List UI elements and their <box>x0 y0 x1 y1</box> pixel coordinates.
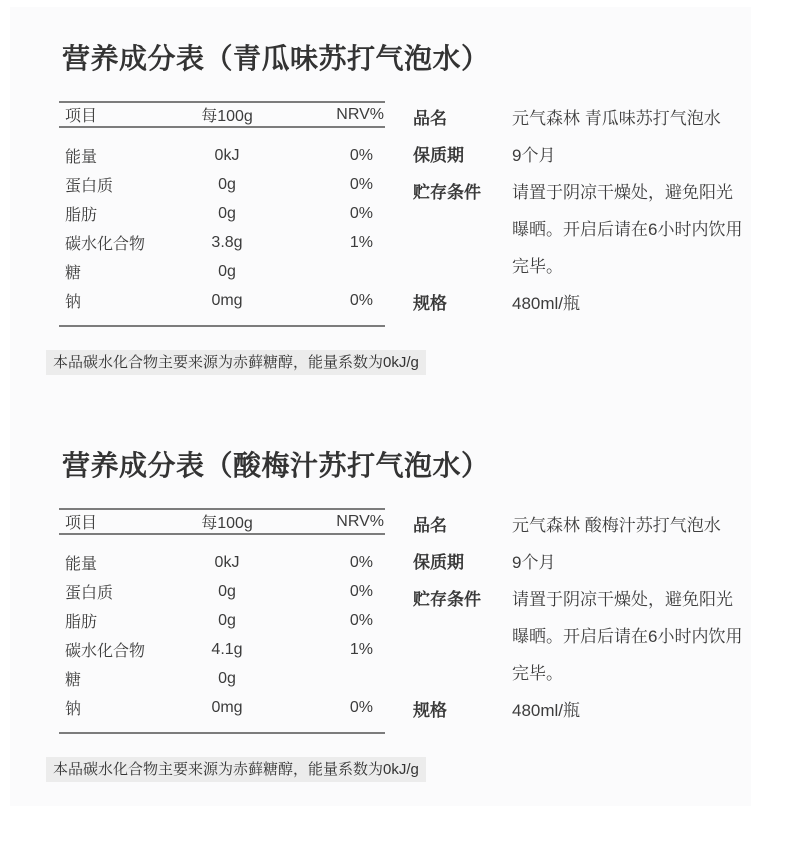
info-value: 请置于阴凉干燥处，避免阳光曝晒。开启后请在6小时内饮用完毕。 <box>512 183 743 276</box>
table-row-carbohydrate <box>59 228 385 257</box>
table-row-sodium <box>59 693 385 722</box>
row-nrv: 0% <box>349 175 373 193</box>
row-nrv: 1% <box>349 233 373 251</box>
row-value: 0g <box>218 611 236 629</box>
carb-source-note: 本品碳水化合物主要来源为赤藓糖醇，能量系数为0kJ/g <box>46 757 426 782</box>
info-row-spec <box>413 692 753 729</box>
info-row-storage <box>413 581 753 692</box>
table-row-energy <box>59 141 385 170</box>
section-plum-soda <box>0 407 790 814</box>
info-row-spec <box>413 285 753 322</box>
row-nrv: 0% <box>349 582 373 600</box>
info-value: 9个月 <box>512 553 556 572</box>
page-title: 营养成分表（酸梅汁苏打气泡水） <box>62 450 490 481</box>
table-row-sugar <box>59 257 385 286</box>
column-header-nrv: NRV% <box>336 512 384 530</box>
row-value: 4.1g <box>211 640 243 658</box>
product-info-panel <box>413 507 753 729</box>
row-label: 能量 <box>65 149 98 166</box>
info-value: 元气森林 酸梅汁苏打气泡水 <box>512 516 721 535</box>
row-label: 钠 <box>65 701 82 718</box>
row-nrv: 0% <box>349 204 373 222</box>
table-row-protein <box>59 170 385 199</box>
table-row-sugar <box>59 664 385 693</box>
row-label: 脂肪 <box>65 207 98 224</box>
row-nrv: 0% <box>349 146 373 164</box>
section-cucumber-soda <box>0 0 790 407</box>
info-row-name <box>413 507 753 544</box>
row-value: 0g <box>218 582 236 600</box>
table-row-protein <box>59 577 385 606</box>
row-nrv: 0% <box>349 291 373 309</box>
row-label: 钠 <box>65 294 82 311</box>
info-value: 元气森林 青瓜味苏打气泡水 <box>512 109 721 128</box>
row-value: 0g <box>218 175 236 193</box>
row-label: 脂肪 <box>65 614 98 631</box>
table-row-carbohydrate <box>59 635 385 664</box>
row-label: 碳水化合物 <box>65 236 146 253</box>
row-nrv: 0% <box>349 553 373 571</box>
column-header-item: 项目 <box>65 108 98 125</box>
row-nrv: 1% <box>349 640 373 658</box>
info-label: 规格 <box>413 701 447 720</box>
info-value: 480ml/瓶 <box>512 701 581 720</box>
product-info-panel <box>413 100 753 322</box>
column-header-item: 项目 <box>65 515 98 532</box>
row-nrv: 0% <box>349 611 373 629</box>
row-value: 0g <box>218 669 236 687</box>
info-label: 品名 <box>413 109 447 128</box>
page-title: 营养成分表（青瓜味苏打气泡水） <box>62 43 490 74</box>
row-label: 能量 <box>65 556 98 573</box>
row-value: 0mg <box>211 291 243 309</box>
row-label: 糖 <box>65 265 82 282</box>
nutrition-table <box>59 508 385 734</box>
row-label: 蛋白质 <box>65 585 114 602</box>
row-value: 0g <box>218 204 236 222</box>
info-value: 请置于阴凉干燥处，避免阳光曝晒。开启后请在6小时内饮用完毕。 <box>512 590 743 683</box>
row-value: 0kJ <box>214 553 240 571</box>
info-value: 9个月 <box>512 146 556 165</box>
table-body <box>59 128 385 327</box>
info-label: 贮存条件 <box>413 183 481 202</box>
info-row-shelf-life <box>413 137 753 174</box>
row-value: 0mg <box>211 698 243 716</box>
row-value: 3.8g <box>211 233 243 251</box>
table-row-sodium <box>59 286 385 315</box>
column-header-per100g: 每100g <box>201 515 253 532</box>
table-header-row <box>59 101 385 128</box>
table-row-energy <box>59 548 385 577</box>
column-header-per100g: 每100g <box>201 108 253 125</box>
info-value: 480ml/瓶 <box>512 294 581 313</box>
row-value: 0kJ <box>214 146 240 164</box>
info-row-storage <box>413 174 753 285</box>
nutrition-table <box>59 101 385 327</box>
table-row-fat <box>59 606 385 635</box>
row-nrv: 0% <box>349 698 373 716</box>
table-row-fat <box>59 199 385 228</box>
info-label: 保质期 <box>413 146 464 165</box>
info-label: 贮存条件 <box>413 590 481 609</box>
row-value: 0g <box>218 262 236 280</box>
table-body <box>59 535 385 734</box>
row-label: 糖 <box>65 672 82 689</box>
info-row-shelf-life <box>413 544 753 581</box>
info-label: 品名 <box>413 516 447 535</box>
info-row-name <box>413 100 753 137</box>
carb-source-note: 本品碳水化合物主要来源为赤藓糖醇，能量系数为0kJ/g <box>46 350 426 375</box>
row-label: 蛋白质 <box>65 178 114 195</box>
info-label: 规格 <box>413 294 447 313</box>
row-label: 碳水化合物 <box>65 643 146 660</box>
column-header-nrv: NRV% <box>336 105 384 123</box>
info-label: 保质期 <box>413 553 464 572</box>
table-header-row <box>59 508 385 535</box>
